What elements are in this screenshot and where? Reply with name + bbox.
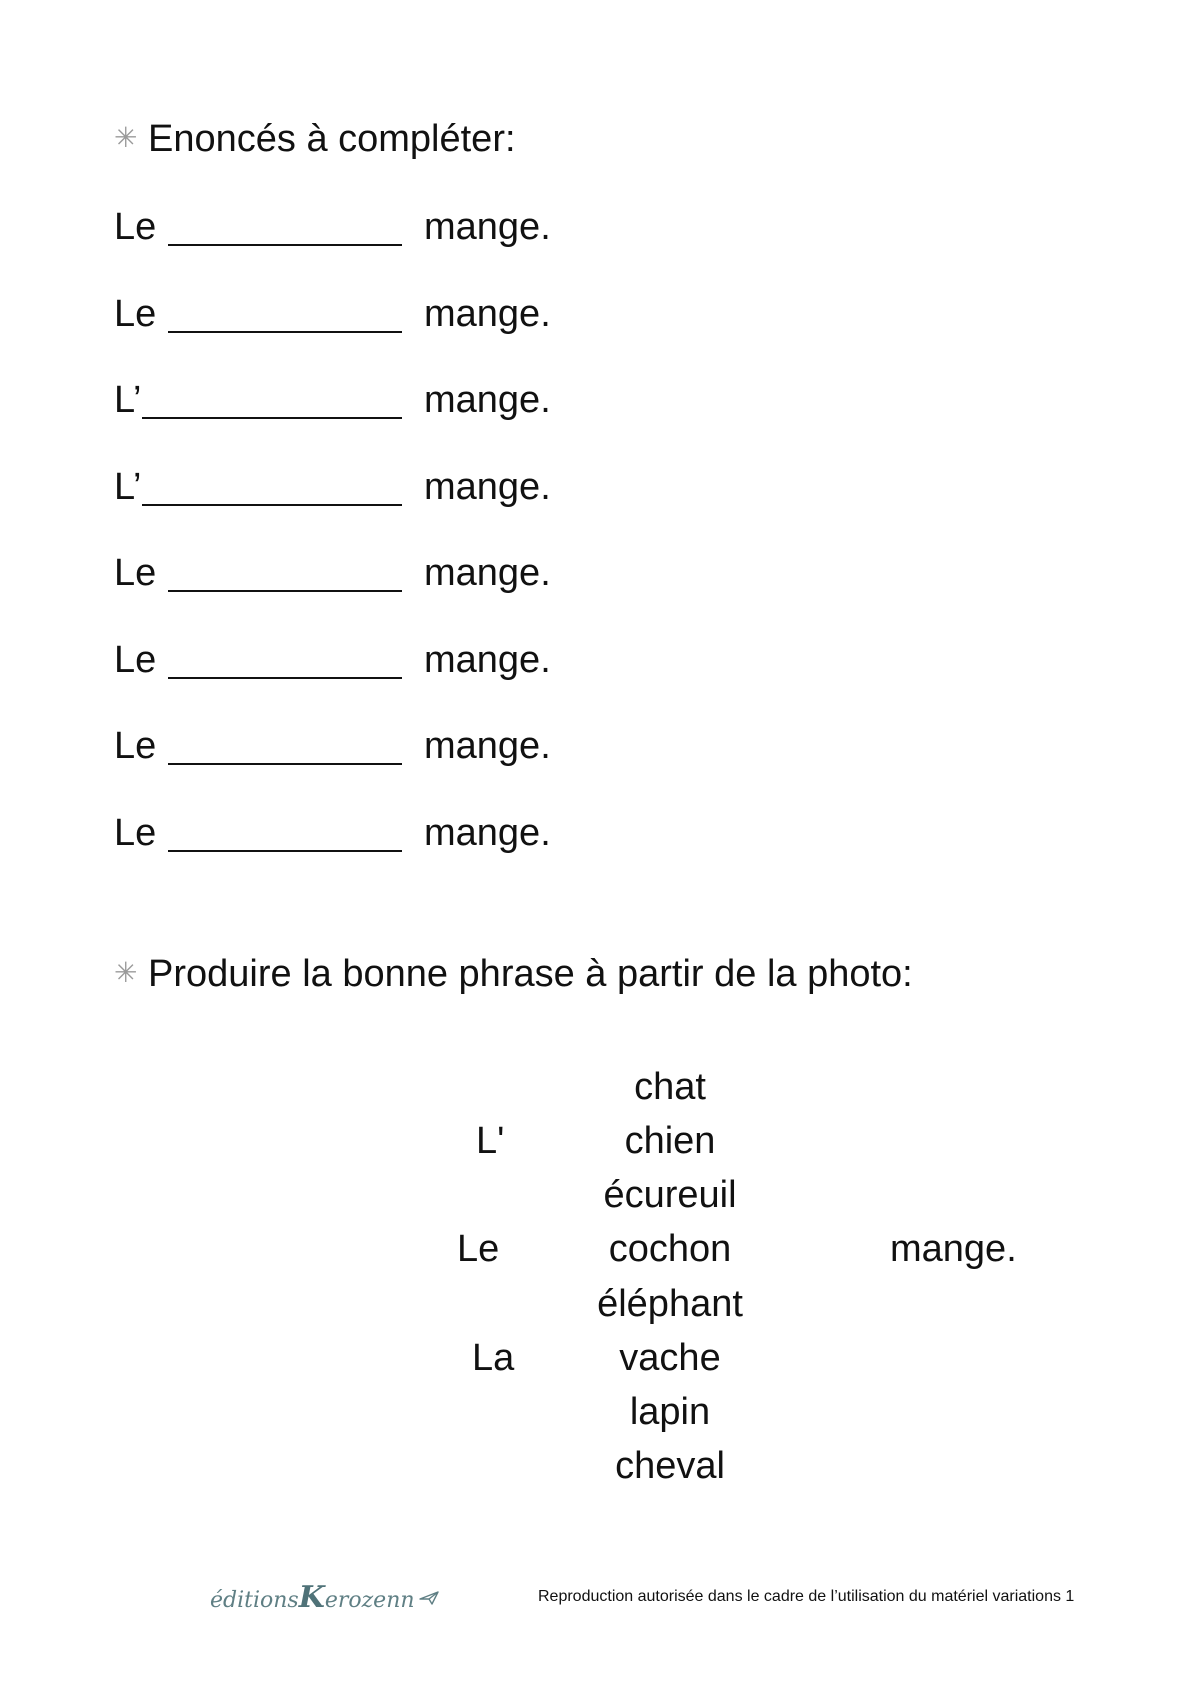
article-option[interactable]: L' [476, 1120, 505, 1162]
answer-blank[interactable] [168, 331, 402, 333]
exercise-verb: mange. [424, 725, 551, 767]
noun-option[interactable]: lapin [629, 1391, 711, 1433]
answer-blank[interactable] [168, 590, 402, 592]
exercise-article: Le [114, 552, 157, 594]
paper-plane-icon [419, 1591, 439, 1605]
exercise-verb: mange. [424, 206, 551, 248]
noun-option[interactable]: vache [619, 1337, 721, 1379]
exercise-row [114, 641, 714, 685]
noun-option[interactable]: cheval [615, 1445, 725, 1487]
exercise-verb: mange. [424, 552, 551, 594]
answer-blank[interactable] [142, 417, 402, 419]
verb-word: mange. [890, 1228, 1017, 1270]
reproduction-note: Reproduction autorisée dans le cadre de l’utilisation du matériel variations 1 [538, 1588, 1075, 1605]
logo-initial: K [298, 1580, 325, 1615]
section-title: Produire la bonne phrase à partir de la photo: [148, 953, 913, 995]
answer-blank[interactable] [168, 244, 402, 246]
noun-option[interactable]: cochon [608, 1228, 732, 1270]
exercise-row [114, 554, 714, 598]
exercise-article: Le [114, 812, 157, 854]
exercise-row [114, 814, 714, 858]
exercise-article: Le [114, 206, 157, 248]
noun-option[interactable]: chat [634, 1066, 706, 1108]
answer-blank[interactable] [168, 850, 402, 852]
exercise-article: Le [114, 725, 157, 767]
exercise-row [114, 381, 714, 425]
exercise-article: L’ [114, 466, 142, 508]
answer-blank[interactable] [168, 763, 402, 765]
asterisk-bullet-icon: ✳ [114, 122, 138, 153]
answer-blank[interactable] [168, 677, 402, 679]
section-heading-complete [114, 120, 516, 158]
answer-blank[interactable] [142, 504, 402, 506]
publisher-logo [210, 1580, 439, 1615]
exercise-verb: mange. [424, 812, 551, 854]
noun-option[interactable]: chien [624, 1120, 716, 1162]
exercise-verb: mange. [424, 466, 551, 508]
article-option[interactable]: La [472, 1337, 515, 1379]
exercise-article: Le [114, 293, 157, 335]
noun-option[interactable]: écureuil [603, 1174, 737, 1216]
exercise-row [114, 295, 714, 339]
exercise-row [114, 727, 714, 771]
noun-option[interactable]: éléphant [597, 1283, 743, 1325]
exercise-verb: mange. [424, 639, 551, 681]
article-option[interactable]: Le [457, 1228, 500, 1270]
exercise-row [114, 208, 714, 252]
exercise-article: Le [114, 639, 157, 681]
exercise-article: L’ [114, 379, 142, 421]
exercise-row [114, 468, 714, 512]
logo-rest: erozenn [324, 1588, 415, 1613]
exercise-verb: mange. [424, 379, 551, 421]
section-title: Enoncés à compléter: [148, 118, 516, 160]
section-heading-produce [114, 955, 913, 993]
logo-prefix: éditions [210, 1588, 299, 1613]
asterisk-bullet-icon: ✳ [114, 957, 138, 988]
exercise-verb: mange. [424, 293, 551, 335]
